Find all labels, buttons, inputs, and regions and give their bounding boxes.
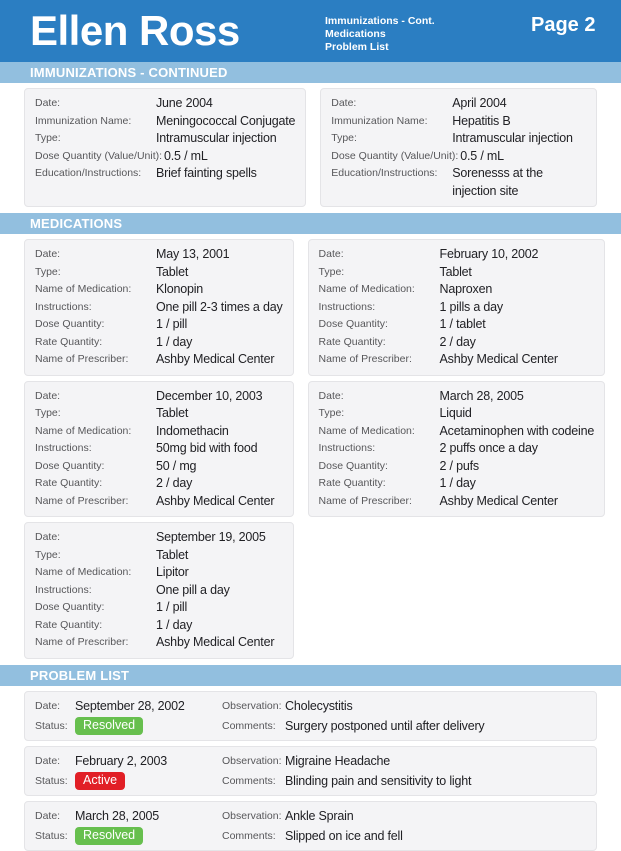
field-value: 50mg bid with food [156,441,258,455]
field-row [331,165,586,200]
field-label: Observation: [222,754,282,767]
field-label: Name of Medication: [35,283,132,295]
nav-line-immunizations: Immunizations - Cont. [325,15,435,27]
field-value: 1 / day [439,476,476,490]
field-row [319,440,595,458]
field-row [319,316,595,334]
field-value: Meningococcal Conjugate [156,113,296,128]
medications-grid [24,239,597,659]
field-label: Name of Medication: [318,283,415,295]
field-row [331,113,586,131]
medication-card [308,381,606,518]
field-label: Name of Prescriber: [318,494,412,507]
field-label: Rate Quantity: [35,335,103,348]
field-label: Instructions: [318,300,376,313]
medication-card [24,522,294,659]
field-label: Name of Medication: [318,424,415,437]
field-row [35,529,283,547]
field-row [35,806,222,826]
problem-comments: Slipped on ice and fell [285,828,403,843]
field-label: Status: [35,829,68,842]
field-label: Date: [35,754,61,767]
field-value: March 28, 2005 [439,388,524,403]
problem-observation: Migraine Headache [285,753,390,768]
field-label: Education/Instructions: [331,167,438,179]
field-row [35,113,295,131]
field-value: Ashby Medical Center [439,352,558,366]
field-value: 1 / day [156,334,193,349]
field-label: Rate Quantity: [35,618,103,631]
field-label: Type: [331,132,357,144]
field-row [35,165,295,183]
field-value: 2 puffs once a day [439,441,538,455]
field-value: Lipitor [156,565,189,579]
field-value: Tablet [439,264,472,279]
field-label: Instructions: [318,442,376,454]
field-row [35,599,283,617]
immunization-card [24,88,306,207]
field-row [222,716,586,736]
field-value: May 13, 2001 [156,247,230,261]
field-value: One pill a day [156,582,230,597]
field-row [222,771,586,791]
field-label: Comments: [222,719,276,732]
field-label: Type: [35,548,61,561]
field-value: 1 / pill [156,600,188,614]
field-row [35,423,283,441]
field-row [35,334,283,352]
status-badge: Resolved [75,717,143,735]
problem-observation-comments [222,806,586,846]
field-row [319,246,595,264]
field-value: Klonopin [156,282,204,296]
field-value: Indomethacin [156,423,229,438]
field-label: Name of Prescriber: [35,353,129,365]
problem-observation-comments [222,751,586,791]
problem-comments: Surgery postponed until after delivery [285,718,485,733]
field-value: December 10, 2003 [156,388,263,403]
field-label: Date: [318,248,344,260]
medication-card [24,381,294,518]
field-label: Dose Quantity: [318,459,388,472]
field-value: 2 / pufs [439,458,479,473]
medication-card [24,239,294,376]
problem-date-status [35,751,222,791]
field-value: 1 / tablet [439,317,486,331]
field-row [35,493,283,511]
field-row [222,696,586,716]
immunizations-grid [24,88,597,207]
field-row [319,423,595,441]
field-row [35,475,283,493]
page-header [0,0,621,62]
field-label: Date: [35,531,61,543]
field-label: Dose Quantity: [35,459,105,472]
field-row [319,281,595,299]
problem-row [24,801,597,851]
field-label: Dose Quantity (Value/Unit): [331,149,459,162]
field-label: Name of Medication: [35,566,132,578]
page-contents-summary [325,15,435,54]
field-label: Date: [35,97,61,109]
field-row [331,148,586,166]
field-value: Brief fainting spells [156,166,257,180]
problem-row [24,746,597,796]
field-value: Tablet [156,264,189,279]
field-row [319,264,595,282]
field-label: Observation: [222,809,282,822]
field-row [35,148,295,166]
immunization-card [320,88,597,207]
field-value: 0.5 / mL [164,148,208,163]
problem-date-status [35,806,222,846]
field-label: Date: [35,248,61,260]
field-value: Ashby Medical Center [156,352,275,366]
field-value: Intramuscular injection [156,131,277,145]
problem-observation-comments [222,696,586,736]
problem-observation: Cholecystitis [285,698,353,713]
field-row [331,95,586,113]
page-number: Page 2 [531,14,596,36]
field-row [35,716,222,736]
field-row [319,334,595,352]
field-row [35,617,283,635]
problem-row [24,691,597,741]
field-value: February 10, 2002 [439,247,539,261]
patient-name: Ellen Ross [30,7,240,54]
field-label: Name of Prescriber: [35,636,129,648]
field-row [319,299,595,317]
field-row [35,130,295,148]
field-label: Type: [35,407,61,419]
field-label: Immunization Name: [331,114,428,127]
field-row [35,440,283,458]
field-value: Sorenesss at the injection site [452,166,543,198]
field-value: Tablet [156,406,189,420]
field-row [35,771,222,791]
field-row [319,493,595,511]
field-label: Dose Quantity (Value/Unit): [35,149,163,162]
problem-comments: Blinding pain and sensitivity to light [285,773,472,788]
field-label: Type: [35,265,61,278]
field-label: Dose Quantity: [35,601,105,613]
field-label: Instructions: [35,300,92,313]
status-badge: Active [75,772,125,790]
field-value: 1 pills a day [439,299,503,314]
field-row [35,246,283,264]
field-label: Instructions: [35,442,92,454]
field-label: Type: [35,132,61,144]
field-value: April 2004 [452,96,507,110]
field-label: Type: [318,265,345,278]
field-value: Acetaminophen with codeine [439,423,595,438]
field-label: Name of Medication: [35,424,132,437]
field-row [319,388,595,406]
field-row [319,405,595,423]
field-row [35,826,222,846]
problem-date-status [35,696,222,736]
field-value: 1 / pill [156,317,188,331]
field-row [35,264,283,282]
medication-card [308,239,606,376]
field-label: Date: [35,699,61,712]
field-row [35,281,283,299]
field-row [222,806,586,826]
field-value: Ashby Medical Center [156,493,275,508]
field-label: Instructions: [35,583,92,596]
field-row [35,405,283,423]
field-row [319,458,595,476]
problem-date: February 2, 2003 [75,753,167,768]
field-label: Dose Quantity: [35,318,105,330]
field-value: 2 / day [156,476,193,490]
field-label: Dose Quantity: [318,318,388,330]
problem-date: March 28, 2005 [75,808,160,823]
field-row [35,299,283,317]
field-label: Comments: [222,829,276,842]
field-row [35,316,283,334]
field-label: Immunization Name: [35,114,132,127]
problem-date: September 28, 2002 [75,698,185,713]
field-label: Status: [35,774,68,787]
status-badge: Resolved [75,827,143,845]
field-label: Date: [318,389,344,402]
field-value: Naproxen [439,282,493,296]
field-value: Tablet [156,547,189,562]
field-value: Intramuscular injection [452,131,573,145]
field-label: Type: [318,407,345,419]
field-value: September 19, 2005 [156,530,266,544]
field-row [319,351,595,369]
field-label: Rate Quantity: [318,335,386,348]
section-header-immunizations: IMMUNIZATIONS - CONTINUED [0,62,621,83]
field-value: 1 / day [156,617,193,632]
field-label: Observation: [222,699,282,712]
field-row [35,547,283,565]
field-label: Date: [35,389,61,402]
section-header-problem-list: PROBLEM LIST [0,665,621,686]
field-row [35,388,283,406]
field-row [35,582,283,600]
nav-line-medications: Medications [325,28,386,40]
field-row [319,475,595,493]
field-label: Status: [35,719,68,732]
field-row [35,351,283,369]
field-value: One pill 2-3 times a day [156,299,283,314]
problem-list [24,691,597,851]
field-label: Date: [35,809,61,822]
field-label: Education/Instructions: [35,167,142,179]
field-row [35,564,283,582]
field-row [35,696,222,716]
field-row [35,634,283,652]
field-label: Rate Quantity: [35,477,103,489]
section-header-medications: MEDICATIONS [0,213,621,234]
field-value: Ashby Medical Center [156,635,275,649]
nav-line-problem-list: Problem List [325,41,389,53]
field-label: Name of Prescriber: [318,353,412,365]
field-label: Date: [331,97,357,109]
field-row [222,826,586,846]
problem-observation: Ankle Sprain [285,808,354,823]
field-label: Name of Prescriber: [35,494,129,507]
field-value: Hepatitis B [452,113,511,128]
field-label: Comments: [222,774,276,787]
field-row [222,751,586,771]
field-value: 50 / mg [156,458,197,473]
field-value: 0.5 / mL [460,148,504,163]
field-row [35,95,295,113]
field-value: 2 / day [439,334,476,349]
field-value: June 2004 [156,96,213,110]
field-row [35,751,222,771]
field-value: Ashby Medical Center [439,493,558,508]
field-row [35,458,283,476]
field-value: Liquid [439,406,472,420]
field-label: Rate Quantity: [318,477,386,489]
field-row [331,130,586,148]
